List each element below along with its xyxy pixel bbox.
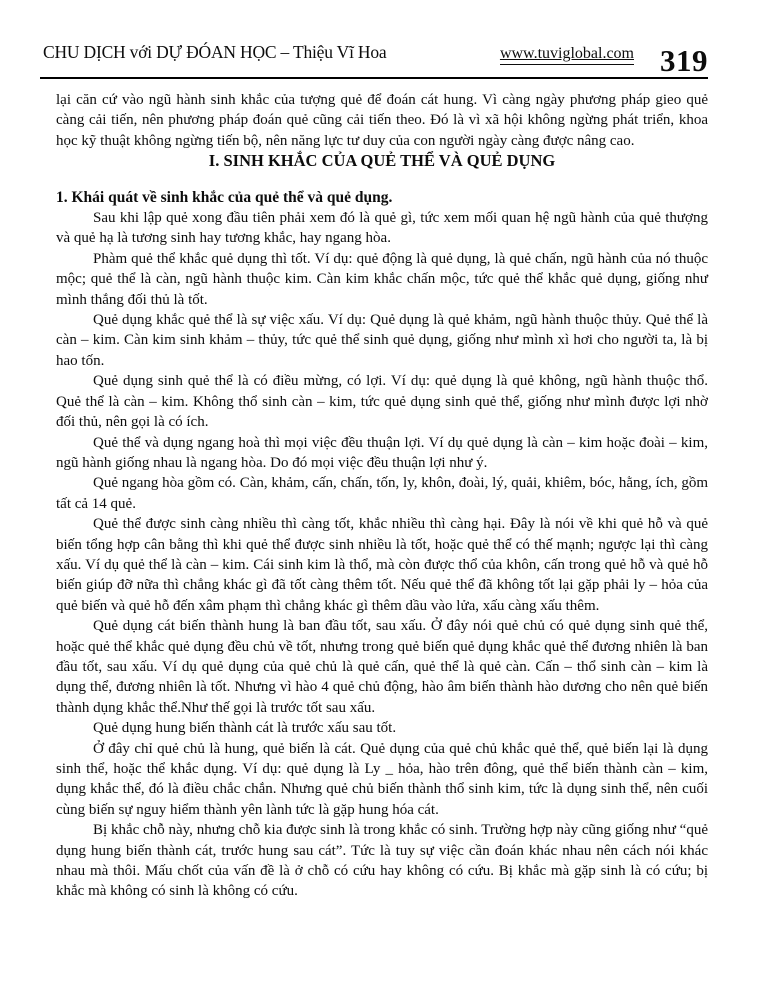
paragraph: Quẻ thể và dụng ngang hoà thì mọi việc đều thuận lợi. Ví dụ quẻ dụng là càn – kim hoặc đoài – kim, ngũ hành giống nhau là ngang hòa. Do đó mọi việc đều thuận lợi như ý. [56,434,708,471]
paragraph: Quẻ thể được sinh càng nhiều thì càng tốt, khắc nhiều thì càng hại. Đây là nói về khi quẻ hỗ và quẻ biến tổng hợp cân bằng thì khi quẻ thể được sinh nhiều là tốt, hoặc quẻ thể có thế mạnh; ngược lại thì càng xấu. Ví dụ quẻ thể là càn – kim. Cái sinh kim là thổ, mà còn được thổ của khôn, cấn trong quẻ hỗ và quẻ hỗ biến giúp đỡ nữa thì chẳng khác gì đã tốt càng thêm tốt. Nếu quẻ thể đã không tốt lại gặp phải ly – hỏa của quẻ biến và quẻ hỗ đến xâm phạm thì chẳng khác gì thêm dầu vào lửa, xấu càng xấu thêm. [56,516,708,614]
paragraph: Bị khắc chỗ này, nhưng chỗ kia được sinh là trong khắc có sinh. Trường hợp này cũng giống như “quẻ dụng hung biến thành cát, trước hung sau cát”. Tức là tuy sự việc cần đoán khác nhau nên cách nói khác nhau mà thôi. Mấu chốt của vấn đề là ở chỗ có cứu hay không có cứu. Bị khắc mà gặp sinh là có cứu; bị khắc mà không có sinh là không có cứu. [56,822,708,900]
continued-paragraph: lại căn cứ vào ngũ hành sinh khắc của tượng quẻ để đoán cát hung. Vì càng ngày phương pháp gieo quẻ càng cải tiến, nên phương pháp đoán quẻ cũng cải tiến theo. Đó là vì xã hội không ngừng phát triển, khoa học kỹ thuật không ngừng tiến bộ, nên năng lực tư duy của con người ngày càng được nâng cao. [56,92,708,149]
page-body [56,90,708,902]
subsection-heading: 1. Khái quát về sinh khắc của quẻ thể và quẻ dụng. [56,188,393,206]
paragraph: Quẻ dụng khắc quẻ thể là sự việc xấu. Ví dụ: Quẻ dụng là quẻ khảm, ngũ hành thuộc thủy. Quẻ thể là càn – kim. Càn kim sinh khảm – thủy, tức quẻ thể sinh quẻ dụng, giống như mình xì hơi cho người ta, là bị hao tốn. [56,312,708,369]
website-link[interactable]: www.tuviglobal.com [500,45,634,65]
page-header [43,42,708,78]
paragraph: Quẻ ngang hòa gồm có. Càn, khảm, cấn, chấn, tốn, ly, khôn, đoài, lý, quải, khiêm, bóc, hằng, ích, gồm tất cả 14 quẻ. [56,475,708,512]
section-heading: I. SINH KHẮC CỦA QUẺ THỂ VÀ QUẺ DỤNG [208,151,556,171]
paragraph: Ở đây chỉ quẻ chủ là hung, quẻ biến là cát. Quẻ dụng của quẻ chủ khắc quẻ thể, quẻ biến lại là dụng sinh thể, hoặc thể khắc dụng. Ví dụ: quẻ dụng là Ly _ hỏa, hào trên đông, quẻ thể biến thành càn – kim, dụng khắc thể, đó là điều chắc chắn. Nhưng quẻ chủ biến thành thổ sinh kim, tức là dụng sinh thể, nên cuối cùng biến sự nguy hiểm thành yên lành tức là gặp hung hóa cát. [56,740,708,818]
page-number: 319 [660,43,708,78]
book-title: CHU DỊCH với DỰ ĐÓAN HỌC – Thiệu Vĩ Hoa [43,42,387,62]
paragraph: Quẻ dụng hung biến thành cát là trước xấu sau tốt. [93,720,397,737]
paragraph: Quẻ dụng cát biến thành hung là ban đầu tốt, sau xấu. Ở đây nói quẻ chủ có quẻ dụng sinh quẻ thể, hoặc quẻ thể khắc quẻ dụng đều chủ về tốt, nhưng trong quẻ biến quẻ dụng khắc quẻ thể đương nhiên là ban đầu tốt, sau xấu. Ví dụ quẻ dụng của quẻ chủ là quẻ cấn, quẻ thể là quẻ càn. Cấn – thổ sinh càn – kim là dụng thể, đương nhiên là tốt. Nhưng vì hào 4 quẻ chủ động, hào âm biến thành hào dương cho nên quẻ biến thành dụng khắc thể.Như thế gọi là trước tốt sau xấu. [56,618,708,716]
paragraph: Sau khi lập quẻ xong đầu tiên phải xem đó là quẻ gì, tức xem mối quan hệ ngũ hành của quẻ thượng và quẻ hạ là tương sinh hay tương khắc, hay ngang hòa. [56,210,708,247]
header-rule [40,77,708,79]
paragraph: Phàm quẻ thể khắc quẻ dụng thì tốt. Ví dụ: quẻ động là quẻ dụng, là quẻ chấn, ngũ hành của nó thuộc mộc; quẻ thể là càn, ngũ hành thuộc kim. Càn kim khắc chấn mộc, tức quẻ thể khắc quẻ dụng, giống như mình thắng đối thủ là tốt. [56,250,708,308]
paragraph: Quẻ dụng sinh quẻ thể là có điều mừng, có lợi. Ví dụ: quẻ dụng là quẻ không, ngũ hành thuộc thổ. Quẻ thể là càn – kim. Không thổ sinh càn – kim, tức quẻ dụng sinh quẻ thể, giống như mình được lợi nhờ đối thủ, nên gọi là có ích. [56,373,708,431]
